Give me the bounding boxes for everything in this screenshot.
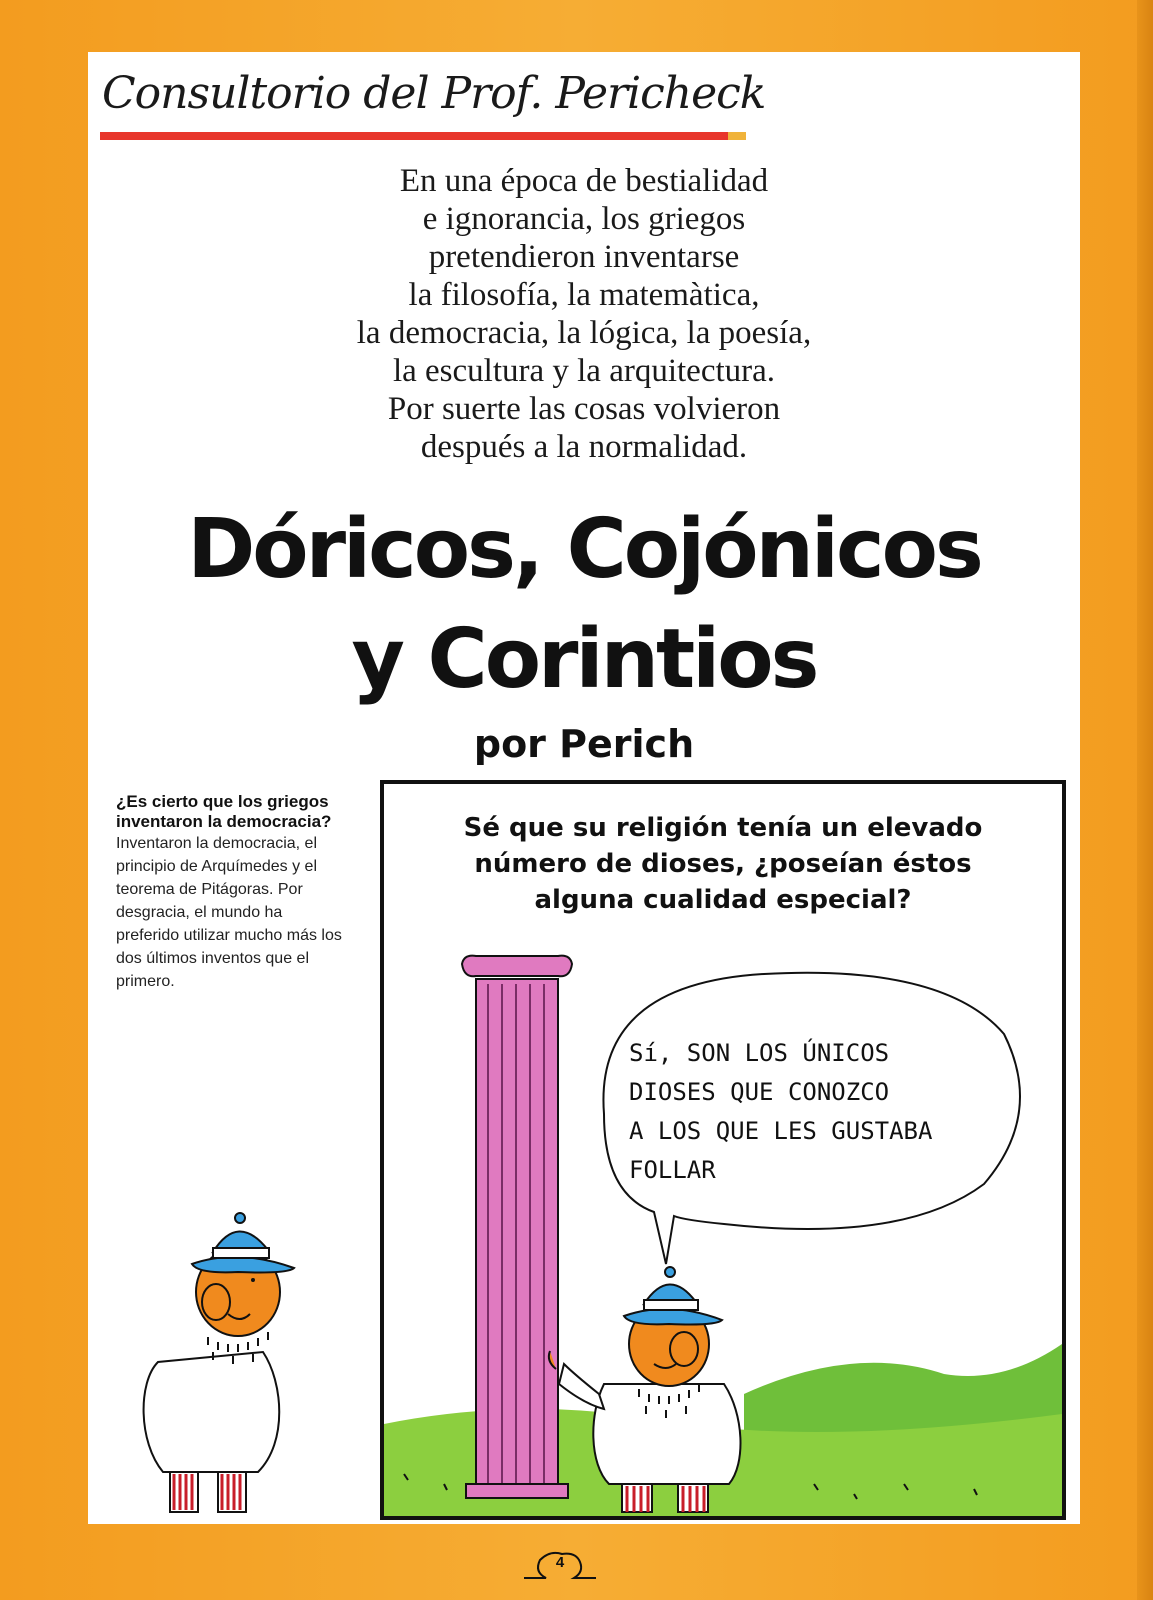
intro-line: pretendieron inventarse (428, 239, 740, 275)
intro-line: después a la normalidad. (420, 429, 748, 465)
intro-line: la filosofía, la matemàtica, (408, 277, 760, 313)
sidebar-question: ¿Es cierto que los griegos inventaron la democracia? (116, 792, 332, 831)
panel-question-line: alguna cualidad especial? (534, 885, 912, 915)
intro-line: En una época de bestialidad (399, 163, 769, 199)
intro-line: Por suerte las cosas volvieron (387, 391, 781, 427)
speech-bubble-text (629, 1034, 932, 1190)
professor-figure-left (144, 1213, 294, 1512)
page-number-ornament (520, 1548, 600, 1582)
sidebar-answer: Inventaron la democracia, el principio de Arquímedes y el teorema de Pitágoras. Por desgracia, el mundo ha preferido utilizar mucho más los dos últimos inventos que el primero. (116, 835, 342, 990)
byline: por Perich (473, 722, 695, 766)
professor-illustration-left (88, 52, 388, 1524)
headline-line-1: Dóricos, Cojónicos (187, 502, 981, 597)
greek-column (462, 956, 572, 1498)
speech-line: Sí, SON LOS ÚNICOS (629, 1039, 890, 1067)
intro-line: e ignorancia, los griegos (422, 201, 746, 237)
speech-line: DIOSES QUE CONOZCO (629, 1078, 890, 1106)
section-title: Consultorio del Prof. Pericheck (102, 68, 766, 119)
page-edge (1137, 0, 1153, 1600)
speech-line: A LOS QUE LES GUSTABA (629, 1117, 933, 1145)
comic-panel (380, 780, 1066, 1520)
intro-line: la democracia, la lógica, la poesía, (356, 315, 812, 351)
speech-line: FOLLAR (629, 1156, 716, 1184)
page (88, 52, 1080, 1524)
headline-line-2: y Corintios (351, 612, 817, 707)
panel-question-line: número de dioses, ¿poseían éstos (474, 849, 972, 879)
page-number: 4 (555, 1554, 565, 1571)
panel-question-line: Sé que su religión tenía un elevado (463, 813, 983, 843)
intro-line: la escultura y la arquitectura. (392, 353, 776, 389)
title-rule-tip (728, 132, 746, 140)
